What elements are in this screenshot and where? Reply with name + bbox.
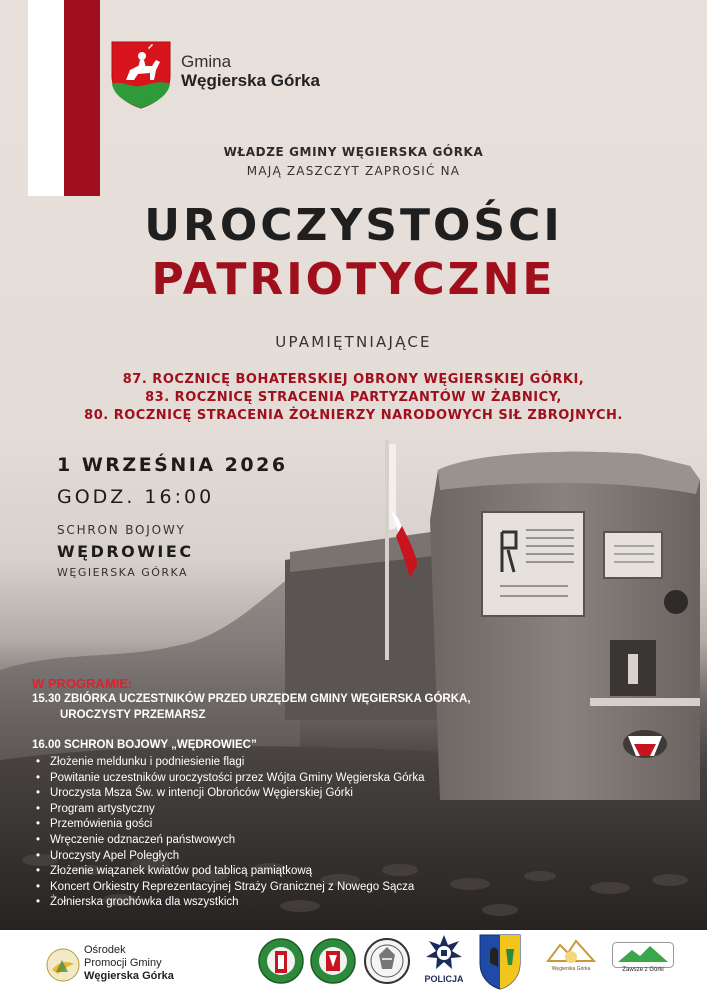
- invitation-line2: MAJĄ ZASZCZYT ZAPROSIĆ NA: [246, 164, 461, 178]
- anniversary-2: 83. ROCZNICĘ STRACENIA PARTYZANTÓW W ŻABNICY,: [145, 390, 562, 405]
- list-item: • Przemówienia gości: [36, 817, 425, 833]
- opgw-logo: [46, 948, 80, 982]
- list-item: • Powitanie uczestników uroczystości przez Wójta Gminy Węgierska Górka: [36, 771, 425, 787]
- municipality-name-line1: Gmina: [181, 52, 232, 71]
- list-item: • Złożenie meldunku i podniesienie flagi: [36, 755, 425, 771]
- partner-badge-1-icon: [258, 933, 304, 989]
- program-bunker-heading: 16.00 SCHRON BOJOWY „WĘDROWIEC”: [32, 739, 257, 751]
- program-list: [36, 755, 425, 911]
- program-gathering-line1: 15.30 ZBIÓRKA UCZESTNIKÓW PRZED URZĘDEM GMINY WĘGIERSKA GÓRKA,: [32, 693, 471, 705]
- anniversary-1: 87. ROCZNICĘ BOHATERSKIEJ OBRONY WĘGIERSKIEJ GÓRKI,: [122, 372, 585, 387]
- anniversary-3: 80. ROCZNICĘ STRACENIA ŻOŁNIERZY NARODOWYCH SIŁ ZBROJNYCH.: [84, 408, 623, 423]
- list-item: • Uroczysty Apel Poległych: [36, 849, 425, 865]
- police-label: POLICJA: [424, 974, 464, 984]
- list-item: • Program artystyczny: [36, 802, 425, 818]
- invitation-line1: WŁADZE GMINY WĘGIERSKA GÓRKA: [223, 145, 484, 159]
- opgw-name-line3: Węgierska Górka: [84, 970, 174, 982]
- opgw-name-line2: Promocji Gminy: [84, 957, 162, 969]
- title-line1: UROCZYSTOŚCI: [144, 200, 563, 251]
- coat-of-arms-logo: [108, 40, 174, 110]
- military-emblem-icon: [362, 933, 412, 989]
- opgw-name: [84, 944, 174, 983]
- program-gathering-line2: UROCZYSTY PRZEMARSZ: [60, 709, 206, 721]
- opgw-name-line1: Ośrodek: [84, 944, 126, 956]
- event-time: GODZ. 16:00: [57, 486, 215, 508]
- partner-badge-2-icon: [310, 933, 356, 989]
- municipality-name-line2: Węgierska Górka: [181, 71, 320, 90]
- municipality-name: [181, 52, 320, 91]
- event-place-label: SCHRON BOJOWY: [57, 523, 186, 537]
- commemorating-label: UPAMIĘTNIAJĄCE: [275, 333, 432, 351]
- event-date: 1 WRZEŚNIA 2026: [57, 454, 288, 476]
- district-coat-of-arms-icon: [476, 933, 524, 991]
- list-item: • Koncert Orkiestry Reprezentacyjnej Straży Granicznej z Nowego Sącza: [36, 880, 425, 896]
- program-heading: W PROGRAMIE:: [32, 676, 133, 691]
- list-item: • Złożenie wiązanek kwiatów pod tablicą pamiątkową: [36, 864, 425, 880]
- list-item: • Uroczysta Msza Św. w intencji Obrońców Węgierskiej Górki: [36, 786, 425, 802]
- event-place-town: WĘGIERSKA GÓRKA: [57, 566, 189, 579]
- zawsze-z-gorki-label: Zawsze z Górki: [622, 967, 664, 973]
- list-item: • Wręczenie odznaczeń państwowych: [36, 833, 425, 849]
- pomoc-logo-label: Węgierska Górka: [551, 966, 591, 972]
- event-place-name: WĘDROWIEC: [57, 542, 194, 561]
- police-star-icon: [424, 933, 464, 973]
- title-line2: PATRIOTYCZNE: [151, 254, 556, 305]
- list-item: • Żołnierska grochówka dla wszystkich: [36, 895, 425, 911]
- zawsze-z-gorki-logo-icon: [612, 942, 674, 968]
